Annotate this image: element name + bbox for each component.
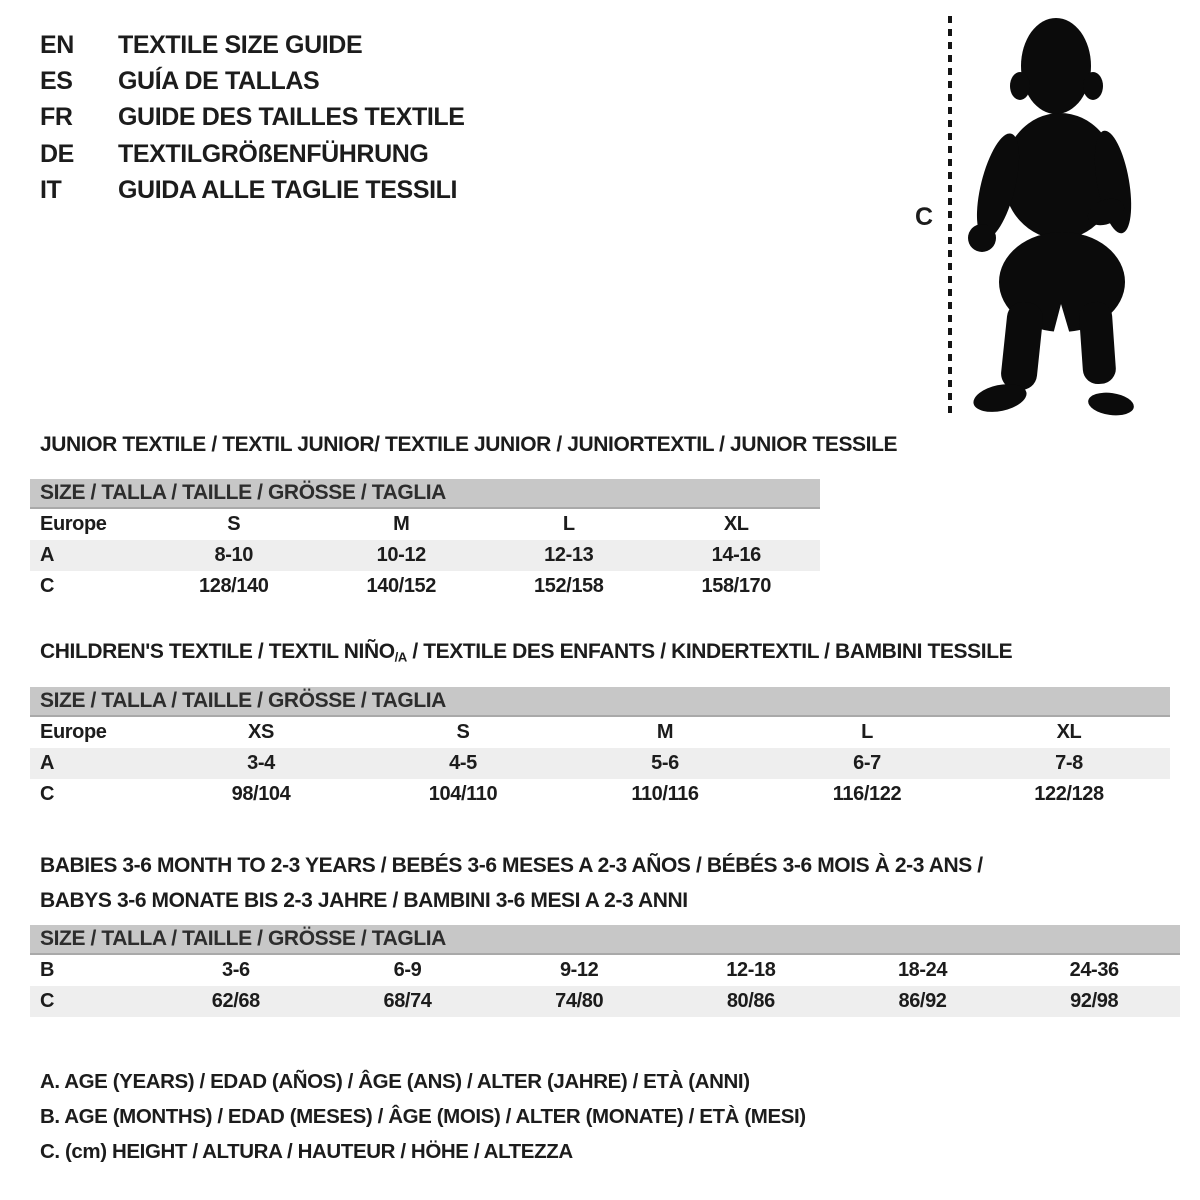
row-label: A [40, 544, 55, 566]
babies-title-line2: BABYS 3-6 MONATE BIS 2-3 JAHRE / BAMBINI 3-6 MESI A 2-3 ANNI [40, 888, 688, 912]
measurement-legend [40, 1064, 806, 1169]
table-cell: 92/98 [1070, 990, 1119, 1012]
junior-table-size-header: SIZE / TALLA / TAILLE / GRÖSSE / TAGLIA [30, 479, 820, 509]
table-cell: 74/80 [555, 990, 604, 1012]
table-cell: 110/116 [631, 783, 699, 805]
table-row [30, 748, 1170, 779]
babies-table-size-header: SIZE / TALLA / TAILLE / GRÖSSE / TAGLIA [30, 925, 1180, 955]
silhouette-right-leg [1078, 301, 1117, 385]
silhouette-left-hand [968, 224, 996, 252]
table-cell: 7-8 [1055, 752, 1083, 774]
table-cell: 128/140 [199, 575, 269, 597]
table-cell: S [456, 721, 470, 743]
language-row-fr [40, 100, 465, 136]
table-cell: 86/92 [898, 990, 947, 1012]
table-cell: 18-24 [897, 959, 948, 981]
legend-line-b: B. AGE (MONTHS) / EDAD (MESES) / ÂGE (MOIS) / ALTER (MONATE) / ETÀ (MESI) [40, 1104, 806, 1128]
table-cell: 8-10 [214, 544, 253, 566]
table-cell: 3-6 [221, 959, 250, 981]
children-size-table [30, 687, 1170, 810]
table-cell: 80/86 [726, 990, 775, 1012]
table-cell: L [562, 513, 575, 535]
table-row [30, 955, 1180, 986]
language-title: TEXTILGRÖßENFÜHRUNG [118, 139, 429, 168]
language-code: DE [40, 139, 74, 168]
language-title: GUIDE DES TAILLES TEXTILE [118, 103, 465, 132]
table-row [30, 571, 820, 602]
language-row-de [40, 136, 465, 172]
table-cell: 98/104 [231, 783, 291, 805]
toddler-silhouette [968, 18, 1138, 416]
children-section-title [40, 640, 1012, 665]
babies-section-title [40, 848, 983, 918]
table-cell: 14-16 [711, 544, 761, 566]
silhouette-right-ear [1083, 72, 1103, 100]
junior-size-table [30, 479, 820, 602]
table-cell: 140/152 [366, 575, 436, 597]
table-cell: XL [1056, 721, 1082, 743]
row-label: B [40, 959, 55, 981]
table-row [30, 540, 820, 571]
language-code: IT [40, 176, 62, 205]
table-cell: 62/68 [211, 990, 260, 1012]
table-cell: 152/158 [534, 575, 604, 597]
table-cell: 4-5 [449, 752, 477, 774]
row-label: C [40, 783, 55, 805]
language-title: TEXTILE SIZE GUIDE [118, 30, 363, 59]
table-row [30, 779, 1170, 810]
babies-title-line1: BABIES 3-6 MONTH TO 2-3 YEARS / BEBÉS 3-6 MESES A 2-3 AÑOS / BÉBÉS 3-6 MOIS À 2-3 ANS / [40, 853, 983, 877]
table-cell: 10-12 [376, 544, 426, 566]
row-label: A [40, 752, 55, 774]
language-code: EN [40, 30, 74, 59]
silhouette-right-foot [1087, 390, 1136, 416]
language-row-en [40, 27, 465, 63]
table-cell: 6-9 [393, 959, 422, 981]
table-cell: XL [723, 513, 749, 535]
height-measurement-label: C [915, 203, 933, 231]
babies-size-table [30, 925, 1180, 1017]
table-cell: 6-7 [853, 752, 881, 774]
silhouette-left-ear [1010, 72, 1030, 100]
table-cell: 12-18 [726, 959, 776, 981]
table-cell: 158/170 [701, 575, 771, 597]
table-cell: 122/128 [1034, 783, 1104, 805]
table-cell: S [227, 513, 241, 535]
table-cell: 24-36 [1069, 959, 1119, 981]
language-header [40, 27, 465, 209]
table-cell: 3-4 [247, 752, 275, 774]
toddler-figure [944, 14, 1144, 416]
table-cell: 9-12 [559, 959, 599, 981]
table-cell: 12-13 [544, 544, 594, 566]
table-cell: M [393, 513, 410, 535]
language-title: GUÍA DE TALLAS [118, 67, 320, 96]
language-code: FR [40, 103, 73, 132]
row-label: C [40, 990, 55, 1012]
table-row [30, 509, 820, 540]
silhouette-left-leg [999, 300, 1044, 391]
table-cell: 104/110 [428, 783, 498, 805]
table-cell: L [861, 721, 873, 743]
row-label: Europe [40, 513, 107, 535]
table-cell: 5-6 [651, 752, 679, 774]
row-label: C [40, 575, 55, 597]
language-title: GUIDA ALLE TAGLIE TESSILI [118, 176, 458, 205]
language-row-it [40, 173, 465, 209]
row-label: Europe [40, 721, 107, 743]
table-cell: 116/122 [832, 783, 902, 805]
legend-line-a: A. AGE (YEARS) / EDAD (AÑOS) / ÂGE (ANS) / ALTER (JAHRE) / ETÀ (ANNI) [40, 1069, 750, 1093]
children-title-sub: /A [394, 649, 407, 665]
children-title-pre: CHILDREN'S TEXTILE / TEXTIL NIÑO [40, 640, 395, 663]
table-row [30, 717, 1170, 748]
silhouette-head [1021, 18, 1091, 114]
children-table-size-header: SIZE / TALLA / TAILLE / GRÖSSE / TAGLIA [30, 687, 1170, 717]
table-row [30, 986, 1180, 1017]
table-cell: M [656, 721, 674, 743]
children-title-post: / TEXTILE DES ENFANTS / KINDERTEXTIL / BAMBINI TESSILE [406, 640, 1013, 663]
language-code: ES [40, 67, 73, 96]
junior-section-title: JUNIOR TEXTILE / TEXTIL JUNIOR/ TEXTILE JUNIOR / JUNIORTEXTIL / JUNIOR TESSILE [40, 433, 898, 456]
legend-line-c: C. (cm) HEIGHT / ALTURA / HAUTEUR / HÖHE / ALTEZZA [40, 1139, 573, 1163]
table-cell: 68/74 [383, 990, 432, 1012]
language-row-es [40, 63, 465, 99]
table-cell: XS [248, 721, 274, 743]
